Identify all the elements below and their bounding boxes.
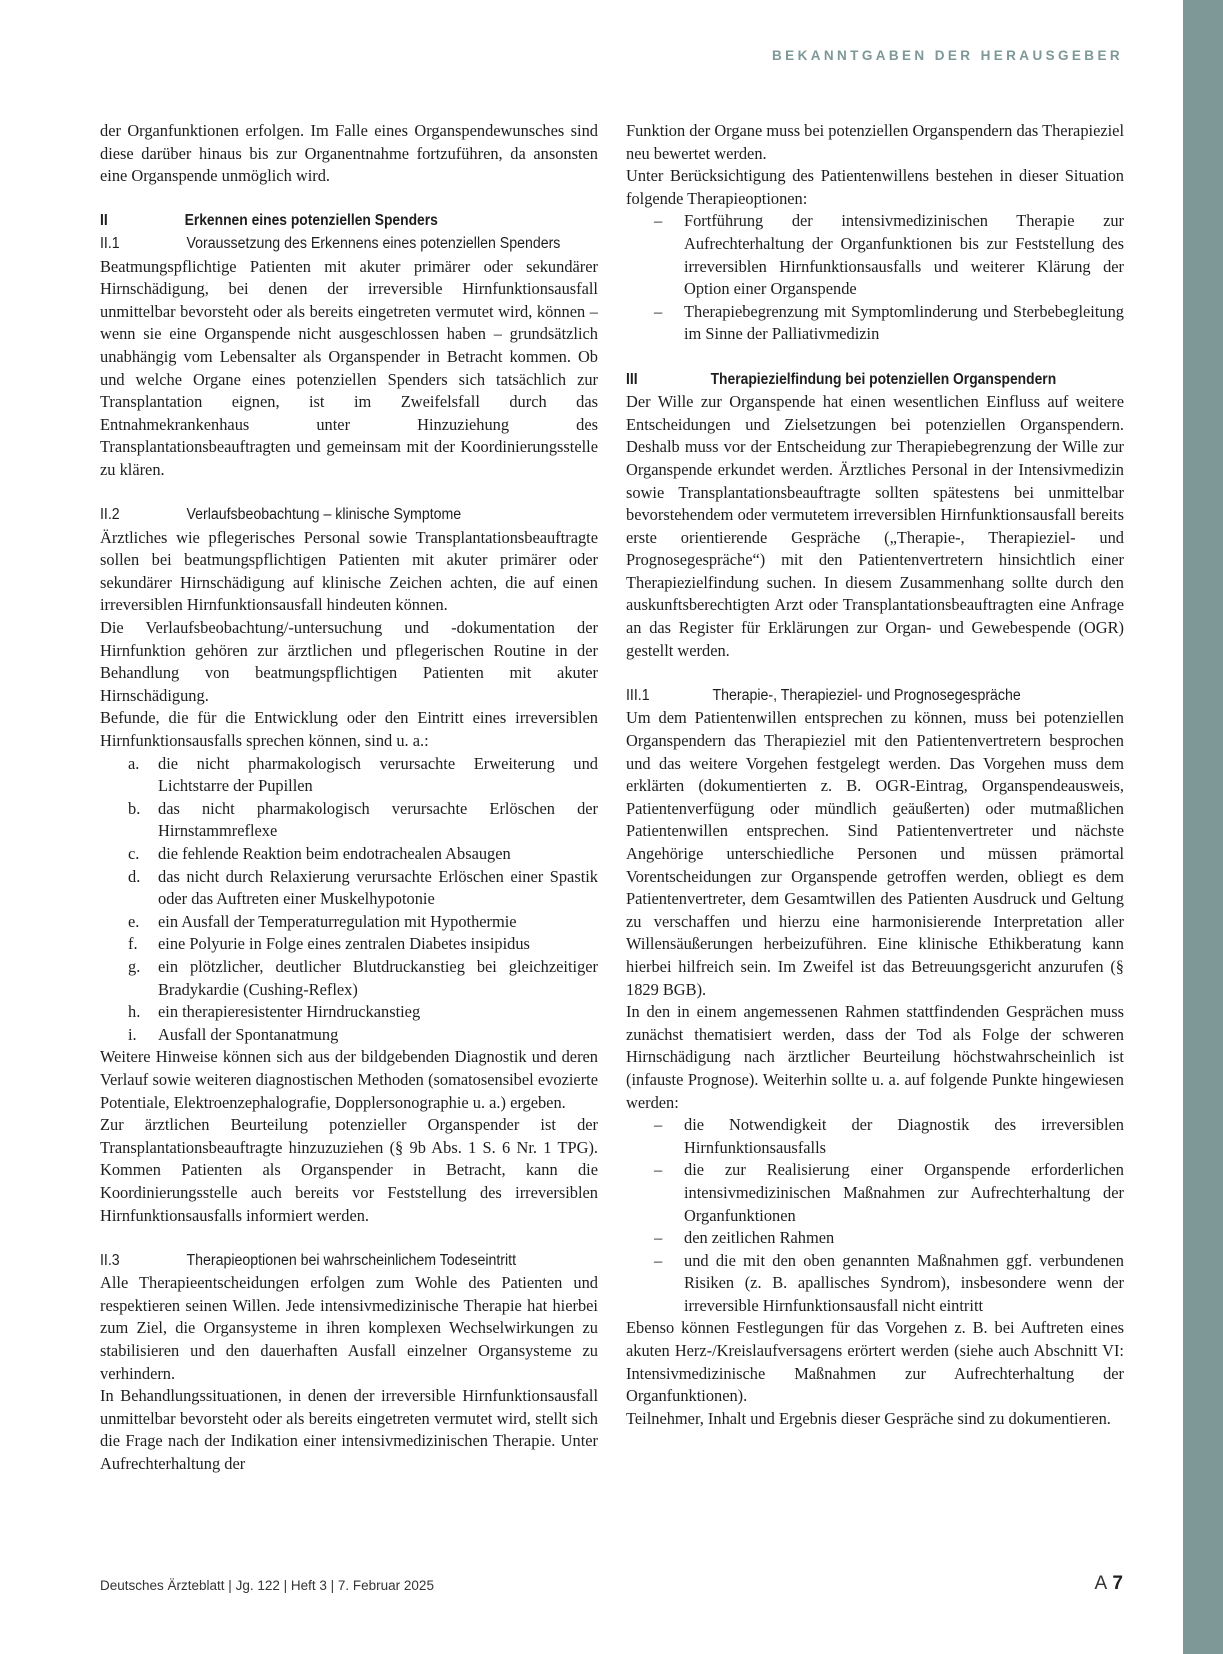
list-marker: –	[654, 1160, 663, 1180]
side-color-bar	[1183, 0, 1223, 1654]
list-marker: i.	[128, 1024, 137, 1044]
paragraph: Ebenso können Festlegungen für das Vorgehen z. B. bei Auftreten eines akuten Herz-/Kreislaufversagens erörtert werden (siehe auch Abschnitt VI: Intensivmedizinische Maßnahmen zur Aufrechterhaltung der Organfunktionen).	[626, 1318, 1124, 1406]
list-text: das nicht durch Relaxierung verursachte Erlöschen einer Spastik oder das Auftreten einer Muskelhypotonie	[158, 866, 598, 909]
paragraph: Der Wille zur Organspende hat einen wesentlichen Einfluss auf weitere Entscheidungen und Zielsetzungen bei potenziellen Organspendern. Deshalb muss vor der Entscheidung zur Therapiebegrenzung der Wille zur Organspende erkundet werden. Ärztliches Personal in der Intensivmedizin sowie Transplantationsbeauftragte sollten spätestens bei unmittelbar bevorstehendem oder vermutetem irreversiblen Hirnfunktionsausfall bereits erste orientierende Gespräche („Therapie-, Therapieziel- und Prognosegespräche“) mit den Patientenvertretern hinsichtlich einer Therapiezielfindung suchen. In diesem Zusammenhang sollte durch den auskunftsberechtigten Arzt oder Transplantationsbeauftragten eine Anfrage an das Register für Erklärungen zur Organ- und Gewebespende (OGR) gestellt werden.	[626, 392, 1124, 660]
list-marker: g.	[128, 956, 141, 976]
paragraph: Befunde, die für die Entwicklung oder den Eintritt eines irreversiblen Hirnfunktionsausfalls sprechen können, sind u. a.:	[100, 708, 598, 751]
list-marker: h.	[128, 1002, 141, 1022]
list-item	[128, 1001, 598, 1024]
list-text: und die mit den oben genannten Maßnahmen ggf. verbundenen Risiken (z. B. apallisches Syndrom), insbesondere wenn der irreversible Hirnfunktionsausfall nicht eintritt	[684, 1250, 1124, 1315]
paragraph: In den in einem angemessenen Rahmen stattfindenden Gesprächen muss zunächst thematisiert werden, dass der Tod als Folge der schweren Hirnschädigung nach ärztlicher Beurteilung höchstwahrscheinlich ist (infauste Prognose). Weiterhin sollte u. a. auf folgende Punkte hingewiesen werden:	[626, 1002, 1124, 1112]
section-number: II	[100, 212, 108, 230]
page-number	[1094, 1573, 1123, 1595]
list-marker: –	[654, 1115, 663, 1135]
section-title: Therapiezielfindung bei potenziellen Organspendern	[710, 370, 1057, 388]
paragraph: Um dem Patientenwillen entsprechen zu können, muss bei potenziellen Organspendern das Therapieziel mit den Patientenvertretern besprochen und das weitere Vorgehen festgelegt werden. Das Vorgehen muss dem erklärten (dokumentierten z. B. OGR-Eintrag, Organspendeausweis, Patientenverfügung oder mündlich geäußerten) oder mutmaßlichen Patientenwillen entsprechen. Sind Patientenvertreter und nächste Angehörige unterschiedliche Personen und müssen prämortal Vorentscheidungen zur Organspende getroffen werden, obliegt es dem Patientenvertreter, dem Gesamtwillen des Patienten Ausdruck und Geltung zu verschaffen und hierzu eine harmonisierende Interpretation aller Willensäußerungen herbeizuführen. Eine klinische Ethikberatung kann hierbei hilfreich sein. Im Zweifel ist das Betreuungsgericht anzurufen (§ 1829 BGB).	[626, 708, 1124, 999]
list-marker: a.	[128, 753, 140, 773]
right-column	[626, 120, 1124, 1430]
list-text: die nicht pharmakologisch verursachte Erweiterung und Lichtstarre der Pupillen	[158, 753, 598, 796]
left-column	[100, 120, 598, 1476]
list-text: die fehlende Reaktion beim endotrachealen Absaugen	[158, 844, 511, 863]
paragraph: Beatmungspflichtige Patienten mit akuter primärer oder sekundärer Hirnschädigung, bei denen der irreversible Hirnfunktionsausfall unmittelbar bevorsteht oder als bereits eingetreten vermutet wird, können – wenn sie eine Organspende nicht ausgeschlossen haben – grundsätzlich unabhängig vom Lebensalter als Organspender in Betracht kommen. Ob und welche Organe eines potenziellen Spenders sich tatsächlich zur Transplantation eignen, ist im Zweifelsfall durch das Entnahmekrankenhaus unter Hinzuziehung des Transplantationsbeauftragten und gemeinsam mit der Koordinierungsstelle zu klären.	[100, 256, 598, 479]
list-item	[128, 956, 598, 1001]
subsection-title: Therapieoptionen bei wahrscheinlichem Todeseintritt	[186, 1251, 517, 1269]
list-text: Fortführung der intensivmedizinischen Therapie zur Aufrechterhaltung der Organfunktionen bis zur Feststellung des irreversiblen Hirnfunktionsausfalls und weiterer Klärung der Option einer Organspende	[684, 211, 1124, 299]
subsection-number: III.1	[626, 686, 650, 704]
paragraph: Weitere Hinweise können sich aus der bildgebenden Diagnostik und deren Verlauf sowie weiteren diagnostischen Methoden (somatosensibel evozierte Potentiale, Elektroenzephalografie, Dopplersonographie u. a.) ergeben.	[100, 1047, 598, 1112]
subsection-number: II.1	[100, 234, 120, 252]
therapy-options-list	[626, 210, 1124, 346]
list-item	[654, 1114, 1124, 1159]
list-marker: c.	[128, 844, 140, 863]
list-marker: –	[654, 301, 663, 321]
list-item	[128, 843, 598, 866]
list-text: eine Polyurie in Folge eines zentralen Diabetes insipidus	[158, 934, 530, 954]
list-item	[128, 911, 598, 934]
subsection-title: Verlaufsbeobachtung – klinische Symptome	[186, 506, 462, 524]
list-marker: f.	[128, 934, 138, 954]
paragraph: der Organfunktionen erfolgen. Im Falle eines Organspendewunsches sind diese darüber hinaus bis zur Organentnahme fortzuführen, da ansonsten eine Organspende unmöglich wird.	[100, 121, 598, 186]
paragraph: Zur ärztlichen Beurteilung potenzieller Organspender ist der Transplantationsbeauftragte hinzuzuziehen (§ 9b Abs. 1 S. 6 Nr. 1 TPG). Kommen Patienten als Organspender in Betracht, kann die Koordinierungsstelle auch bereits vor Feststellung des irreversiblen Hirnfunktionsausfalls informiert werden.	[100, 1115, 598, 1225]
subsection-heading	[100, 233, 561, 256]
list-item	[128, 866, 598, 911]
list-marker: –	[654, 211, 663, 231]
list-marker: b.	[128, 798, 141, 818]
list-item	[654, 1227, 1124, 1250]
list-marker: d.	[128, 866, 141, 886]
list-marker: –	[654, 1228, 663, 1248]
list-item	[128, 1024, 598, 1047]
list-item	[654, 1159, 1124, 1227]
discussion-points-list	[626, 1114, 1124, 1317]
page-number-value: 7	[1112, 1573, 1123, 1594]
paragraph: Ärztliches wie pflegerisches Personal sowie Transplantationsbeauftragte sollen bei beatmungspflichtigen Patienten mit akuter primärer oder sekundärer Hirnschädigung auf klinische Zeichen achten, die auf einen irreversiblen Hirnfunktionsausfall hindeuten können.	[100, 527, 598, 615]
list-text: den zeitlichen Rahmen	[684, 1228, 835, 1248]
list-marker: e.	[128, 911, 140, 931]
list-item	[128, 933, 598, 956]
findings-list	[100, 753, 598, 1047]
subsection-heading	[100, 1250, 558, 1273]
subsection-number: II.3	[100, 1251, 120, 1269]
list-text: ein Ausfall der Temperaturregulation mit Hypothermie	[158, 911, 517, 931]
paragraph: Alle Therapieentscheidungen erfolgen zum Wohle des Patienten und respektieren seinen Willen. Jede intensivmedizinische Therapie hat hierbei zum Ziel, die Organsysteme in ihren komplexen Wechselwirkungen zu stabilisieren und den dauerhaften Ausfall einzelner Organsysteme zu verhindern.	[100, 1273, 598, 1383]
paragraph: Teilnehmer, Inhalt und Ergebnis dieser Gespräche sind zu dokumentieren.	[626, 1408, 1111, 1428]
list-text: ein therapieresistenter Hirndruckanstieg	[158, 1002, 421, 1022]
section-number: III	[626, 370, 638, 388]
subsection-number: II.2	[100, 506, 120, 524]
list-item	[128, 798, 598, 843]
subsection-heading	[100, 504, 558, 527]
list-item	[128, 753, 598, 798]
list-text: die Notwendigkeit der Diagnostik des irreversiblen Hirnfunktionsausfalls	[684, 1115, 1124, 1157]
subsection-title: Voraussetzung des Erkennens eines potenziellen Spenders	[186, 234, 561, 252]
running-head: BEKANNTGABEN DER HERAUSGEBER	[772, 48, 1123, 63]
list-marker: –	[654, 1250, 663, 1270]
subsection-title: Therapie-, Therapieziel- und Prognosegespräche	[712, 686, 1021, 704]
list-item	[654, 301, 1124, 346]
paragraph: Funktion der Organe muss bei potenziellen Organspendern das Therapieziel neu bewertet werden.	[626, 121, 1124, 163]
section-heading	[626, 369, 1074, 392]
subsection-heading	[626, 685, 1084, 708]
paragraph: Die Verlaufsbeobachtung/-untersuchung und -dokumentation der Hirnfunktion gehören zur ärztlichen und pflegerischen Routine in der Behandlung von beatmungspflichtigen Patienten mit akuter Hirnschädigung.	[100, 618, 598, 705]
list-text: Therapiebegrenzung mit Symptomlinderung und Sterbebegleitung im Sinne der Palliativmedizin	[684, 301, 1124, 344]
list-text: das nicht pharmakologisch verursachte Erlöschen der Hirnstammreflexe	[158, 798, 598, 841]
section-title: Erkennen eines potenziellen Spenders	[184, 212, 438, 230]
paragraph: In Behandlungssituationen, in denen der irreversible Hirnfunktionsausfall unmittelbar bevorsteht oder als bereits eingetreten vermutet wird, stellt sich die Frage nach der Indikation einer intensivmedizinischen Therapie. Unter Aufrechterhaltung der	[100, 1386, 598, 1474]
page-prefix: A	[1094, 1573, 1108, 1594]
paragraph: Unter Berücksichtigung des Patientenwillens bestehen in dieser Situation folgende Therapieoptionen:	[626, 166, 1124, 208]
list-text: die zur Realisierung einer Organspende erforderlichen intensivmedizinischen Maßnahmen zur Aufrechterhaltung der Organfunktionen	[684, 1160, 1124, 1225]
section-heading	[100, 210, 548, 233]
list-text: Ausfall der Spontanatmung	[158, 1024, 339, 1044]
list-item	[654, 1250, 1124, 1318]
list-item	[654, 210, 1124, 300]
footer-citation: Deutsches Ärzteblatt | Jg. 122 | Heft 3 | 7. Februar 2025	[100, 1578, 434, 1593]
list-text: ein plötzlicher, deutlicher Blutdruckanstieg bei gleichzeitiger Bradykardie (Cushing-Reflex)	[158, 956, 598, 999]
